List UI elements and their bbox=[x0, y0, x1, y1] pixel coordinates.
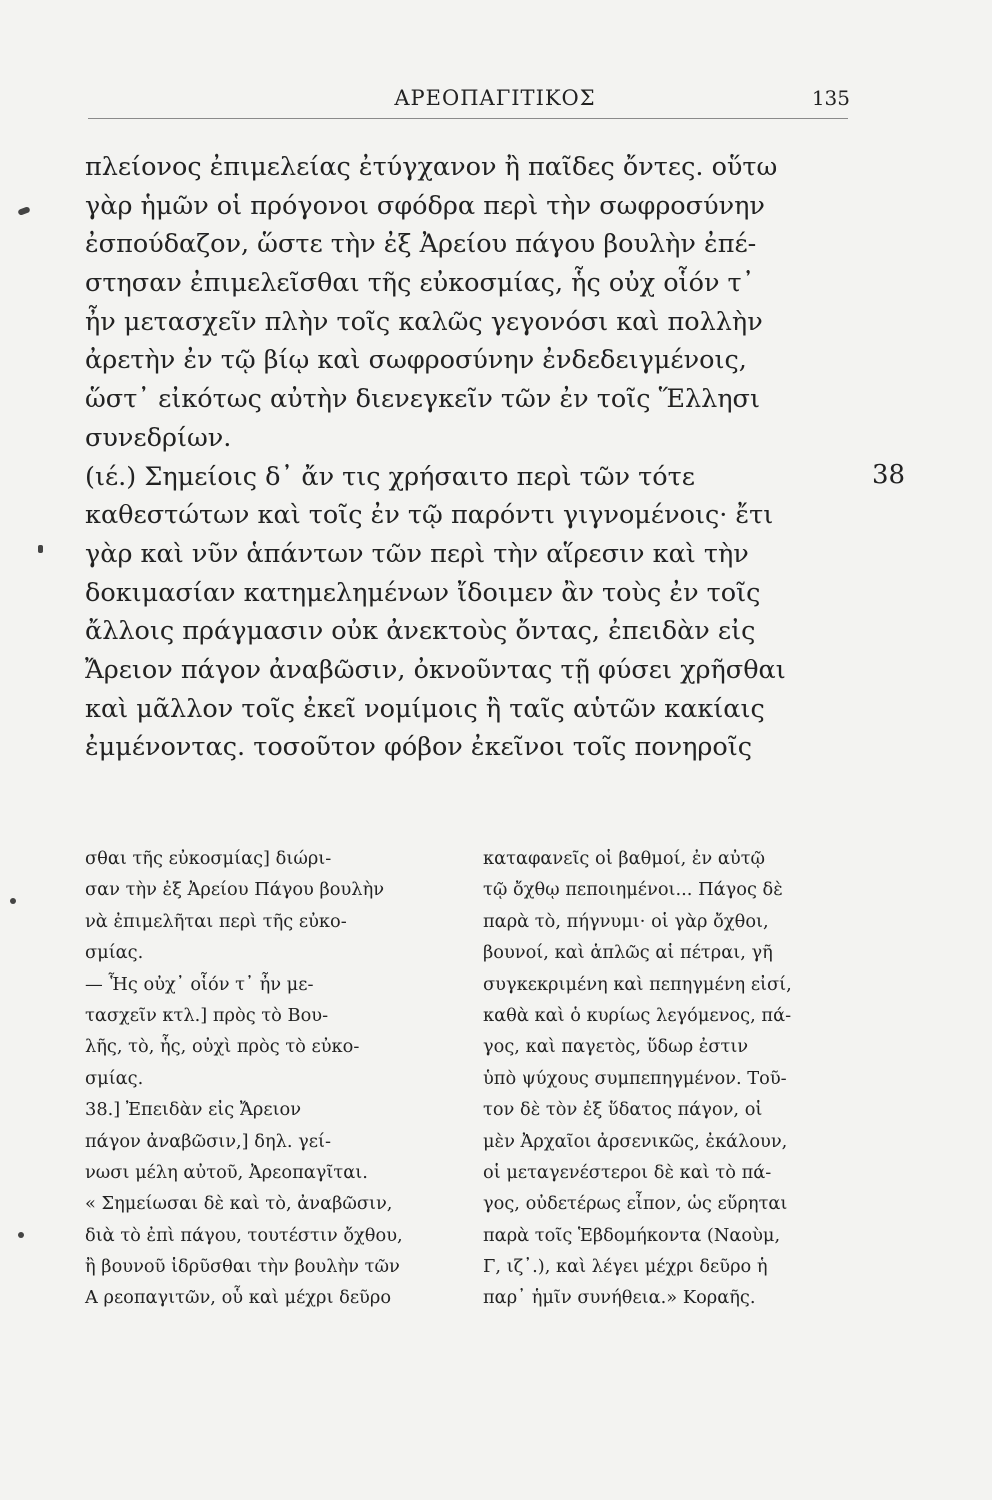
footnote-line: πάγον ἀναβῶσιν,] δηλ. γεί- bbox=[85, 1130, 332, 1152]
main-line: (ιέ.) Σημείοις δ᾽ ἄν τις χρήσαιτο περὶ τῶν τότε bbox=[85, 461, 695, 492]
footnote-line: καταφανεῖς οἱ βαθμοί, ἐν αὐτῷ bbox=[483, 848, 766, 869]
ink-mark bbox=[10, 898, 16, 904]
footnote-line: σμίας. bbox=[85, 1067, 144, 1089]
footnote-line: τῷ ὄχθῳ πεποιημένοι... Πάγος δὲ bbox=[483, 879, 783, 901]
footnote-line: συγκεκριμένη καὶ πεπηγμένη εἰσί, bbox=[483, 973, 792, 995]
footnote-line: ὑπὸ ψύχους συμπεπηγμένον. Τοῦ- bbox=[483, 1067, 787, 1089]
footnote-line: διὰ τὸ ἐπὶ πάγου, τουτέστιν ὄχθου, bbox=[85, 1224, 403, 1246]
main-line: δοκιμασίαν κατημελημένων ἴδοιμεν ἂν τοὺς ἐν τοῖς bbox=[85, 577, 761, 608]
main-text bbox=[85, 148, 855, 767]
main-line: γὰρ καὶ νῦν ἁπάντων τῶν περὶ τὴν αἵρεσιν καὶ τὴν bbox=[85, 538, 749, 569]
footnote-line: νὰ ἐπιμελῆται περὶ τῆς εὐκο- bbox=[85, 910, 347, 932]
page-header bbox=[80, 86, 850, 116]
footnote-line: Α ρεοπαγιτῶν, οὗ καὶ μέχρι δεῦρο bbox=[85, 1287, 392, 1309]
ink-mark bbox=[17, 206, 30, 216]
main-line: ἐσπούδαζον, ὥστε τὴν ἐξ Ἀρείου πάγου βουλὴν ἐπέ- bbox=[85, 229, 757, 260]
footnote-line: τασχεῖν κτλ.] πρὸς τὸ Βου- bbox=[85, 1004, 329, 1026]
footnote-line: σθαι τῆς εὐκοσμίας] διώρι- bbox=[85, 848, 332, 869]
footnote-line: νωσι μέλη αὐτοῦ, Ἀρεοπαγῖται. bbox=[85, 1161, 368, 1183]
main-line: καὶ μᾶλλον τοῖς ἐκεῖ νομίμοις ἢ ταῖς αὑτῶν κακίαις bbox=[85, 693, 765, 724]
main-line: πλείονος ἐπιμελείας ἐτύγχανον ἢ παῖδες ὄντες. οὕτω bbox=[85, 152, 778, 182]
main-line: συνεδρίων. bbox=[85, 422, 232, 453]
footnote-line: 38.] Ἐπειδὰν εἰς Ἄρειον bbox=[85, 1099, 302, 1121]
footnote-line: ἢ βουνοῦ ἱδρῦσθαι τὴν βουλὴν τῶν bbox=[85, 1256, 400, 1278]
header-rule bbox=[88, 118, 848, 119]
footnote-line: τον δὲ τὸν ἐξ ὕδατος πάγον, οἱ bbox=[483, 1099, 763, 1121]
footnote-line: βουνοί, καὶ ἁπλῶς αἱ πέτραι, γῆ bbox=[483, 942, 773, 964]
footnote-line: γος, οὐδετέρως εἶπον, ὡς εὕρηται bbox=[483, 1193, 788, 1215]
ink-mark bbox=[18, 1232, 24, 1238]
footnote-line: « Σημείωσαι δὲ καὶ τὸ, ἀναβῶσιν, bbox=[85, 1193, 393, 1215]
footnotes-left-column bbox=[85, 843, 465, 1314]
page-number: 135 bbox=[811, 86, 850, 110]
main-line: στησαν ἐπιμελεῖσθαι τῆς εὐκοσμίας, ἧς οὐχ οἷόν τ᾽ bbox=[85, 268, 755, 299]
footnote-line: παρὰ τοῖς Ἑβδομήκοντα (Ναοὺμ, bbox=[483, 1224, 781, 1246]
main-line: γὰρ ἡμῶν οἱ πρόγονοι σφόδρα περὶ τὴν σωφροσύνην bbox=[85, 190, 765, 221]
footnote-line: σαν τὴν ἐξ Ἀρείου Πάγου βουλὴν bbox=[85, 879, 385, 901]
main-line: ἦν μετασχεῖν πλὴν τοῖς καλῶς γεγονόσι καὶ πολλὴν bbox=[85, 306, 763, 337]
running-title: ΑΡΕΟΠΑΓΙΤΙΚΟΣ bbox=[394, 86, 596, 110]
footnote-line: γος, καὶ παγετὸς, ὕδωρ ἐστιν bbox=[483, 1036, 749, 1058]
footnote-line: σμίας. bbox=[85, 942, 144, 964]
footnote-line: Γ, ιζ᾽.), καὶ λέγει μέχρι δεῦρο ἡ bbox=[483, 1256, 768, 1278]
ink-mark bbox=[38, 545, 43, 553]
main-line: ἀρετὴν ἐν τῷ βίῳ καὶ σωφροσύνην ἐνδεδειγμένοις, bbox=[85, 345, 747, 376]
footnote-line: παρὰ τὸ, πήγνυμι· οἱ γὰρ ὄχθοι, bbox=[483, 910, 769, 932]
footnote-line: οἱ μεταγενέστεροι δὲ καὶ τὸ πά- bbox=[483, 1161, 772, 1183]
main-line: ἐμμένοντας. τοσοῦτον φόβον ἐκεῖνοι τοῖς πονηροῖς bbox=[85, 732, 753, 763]
footnote-line: λῆς, τὸ, ἧς, οὐχὶ πρὸς τὸ εὐκο- bbox=[85, 1036, 360, 1058]
main-line: ἄλλοις πράγμασιν οὐκ ἀνεκτοὺς ὄντας, ἐπειδὰν εἰς bbox=[85, 616, 756, 647]
main-line: Ἄρειον πάγον ἀναβῶσιν, ὀκνοῦντας τῇ φύσει χρῆσθαι bbox=[85, 654, 786, 685]
main-line: ὥστ᾽ εἰκότως αὐτὴν διενεγκεῖν τῶν ἐν τοῖς Ἕλλησι bbox=[85, 384, 760, 415]
footnote-line: μὲν Ἀρχαῖοι ἀρσενικῶς, ἐκάλουν, bbox=[483, 1130, 788, 1152]
footnote-line: καθὰ καὶ ὁ κυρίως λεγόμενος, πά- bbox=[483, 1004, 792, 1026]
footnotes-right-column bbox=[483, 843, 878, 1314]
main-line: καθεστώτων καὶ τοῖς ἐν τῷ παρόντι γιγνομένοις· ἔτι bbox=[85, 500, 774, 531]
footnote-line: — Ἧς οὐχ᾽ οἷόν τ᾽ ἦν με- bbox=[85, 973, 314, 995]
footnote-line: παρ᾽ ἡμῖν συνήθεια.» Κοραῆς. bbox=[483, 1287, 756, 1309]
margin-section-number: 38 bbox=[872, 460, 906, 490]
